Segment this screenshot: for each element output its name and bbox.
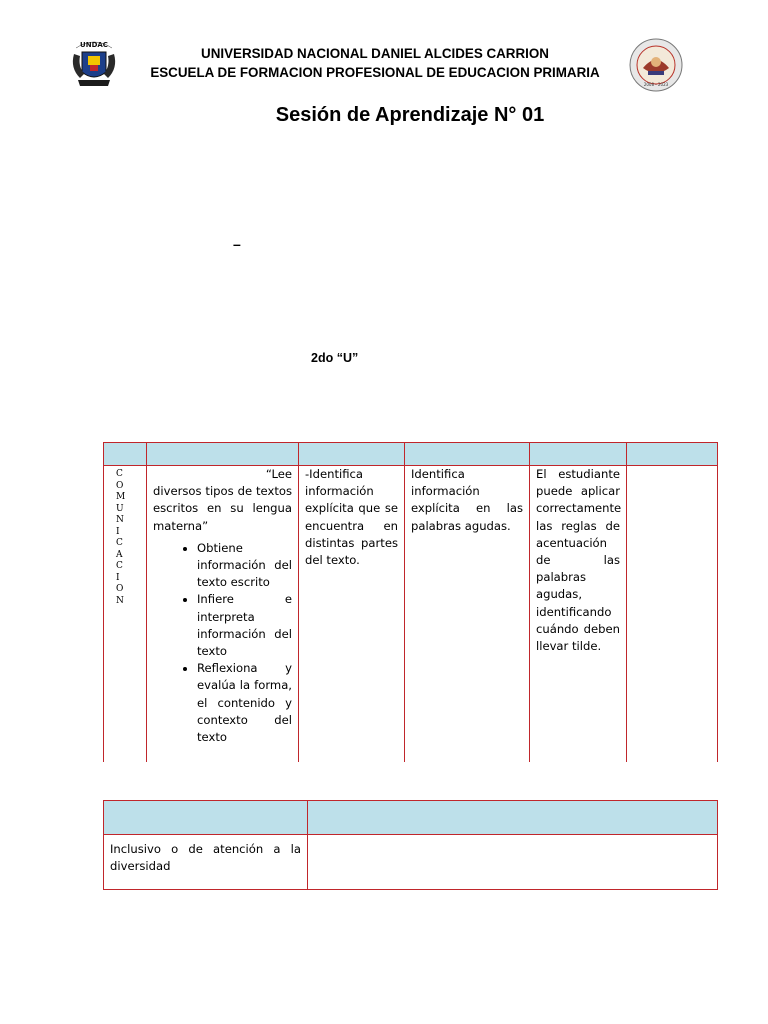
- capacity-item: • Reflexiona y evalúa la forma, el contenido y contexto del texto: [197, 660, 292, 746]
- header-cell: [308, 801, 718, 835]
- area-letter: N: [116, 515, 124, 525]
- table-header-row: [104, 801, 718, 835]
- area-cell: [104, 466, 147, 763]
- school-name: ESCUELA DE FORMACION PROFESIONAL DE EDUCACION PRIMARIA: [150, 65, 600, 80]
- header-cell: [147, 443, 299, 466]
- area-letter: C: [116, 469, 123, 479]
- table-header-row: [104, 443, 718, 466]
- area-letter: C: [116, 561, 123, 571]
- header-cell: [104, 443, 147, 466]
- competence-quote-open: “Lee: [265, 467, 292, 481]
- area-letter: O: [116, 480, 124, 491]
- approach-table: [103, 800, 718, 890]
- university-name: UNIVERSIDAD NACIONAL DANIEL ALCIDES CARRION: [201, 46, 549, 61]
- header-cell: [405, 443, 530, 466]
- area-letter: A: [116, 549, 123, 560]
- undac-logo-text: UNDAC: [80, 41, 108, 49]
- table-row: [104, 835, 718, 890]
- actions-cell: [308, 835, 718, 890]
- area-letter: I: [116, 526, 120, 537]
- evidence-cell: El estudiante puede aplicar correctamente las reglas de acentuación de las palabras agudas, identificando cuándo deben llevar tilde.: [530, 466, 627, 763]
- header-cell: [530, 443, 627, 466]
- capacity-item: • Obtiene información del texto escrito: [197, 540, 292, 592]
- seal-years-text: 2008 - 2023: [643, 82, 669, 87]
- area-letter: C: [116, 538, 123, 548]
- area-letter: M: [116, 492, 126, 502]
- capacity-item: • Infiere e interpreta información del texto: [197, 591, 292, 660]
- area-letter: U: [116, 503, 124, 514]
- area-letter: O: [116, 584, 124, 594]
- table-row: [104, 466, 718, 763]
- grade-label: 2do “U”: [311, 351, 359, 365]
- header-cell: [627, 443, 718, 466]
- competence-text: diversos tipos de textos escritos en su lengua materna”: [153, 484, 292, 533]
- dash-mark: –: [233, 236, 241, 252]
- criterion-cell: Identifica información explícita en las palabras agudas.: [405, 466, 530, 763]
- performance-cell: -Identifica información explícita que se encuentra en distintas partes del texto.: [299, 466, 405, 763]
- area-letter: I: [116, 572, 120, 583]
- school-seal-logo: [629, 38, 683, 92]
- capacities-list: [153, 540, 292, 746]
- area-letter: N: [116, 595, 124, 606]
- competences-table: [103, 442, 718, 762]
- session-title: Sesión de Aprendizaje N° 01: [275, 104, 545, 126]
- header-cell: [299, 443, 405, 466]
- header-cell: [104, 801, 308, 835]
- approach-cell: Inclusivo o de atención a la diversidad: [104, 835, 308, 890]
- undac-logo: [70, 38, 118, 90]
- instrument-cell: [627, 466, 718, 763]
- competence-cell: [147, 466, 299, 763]
